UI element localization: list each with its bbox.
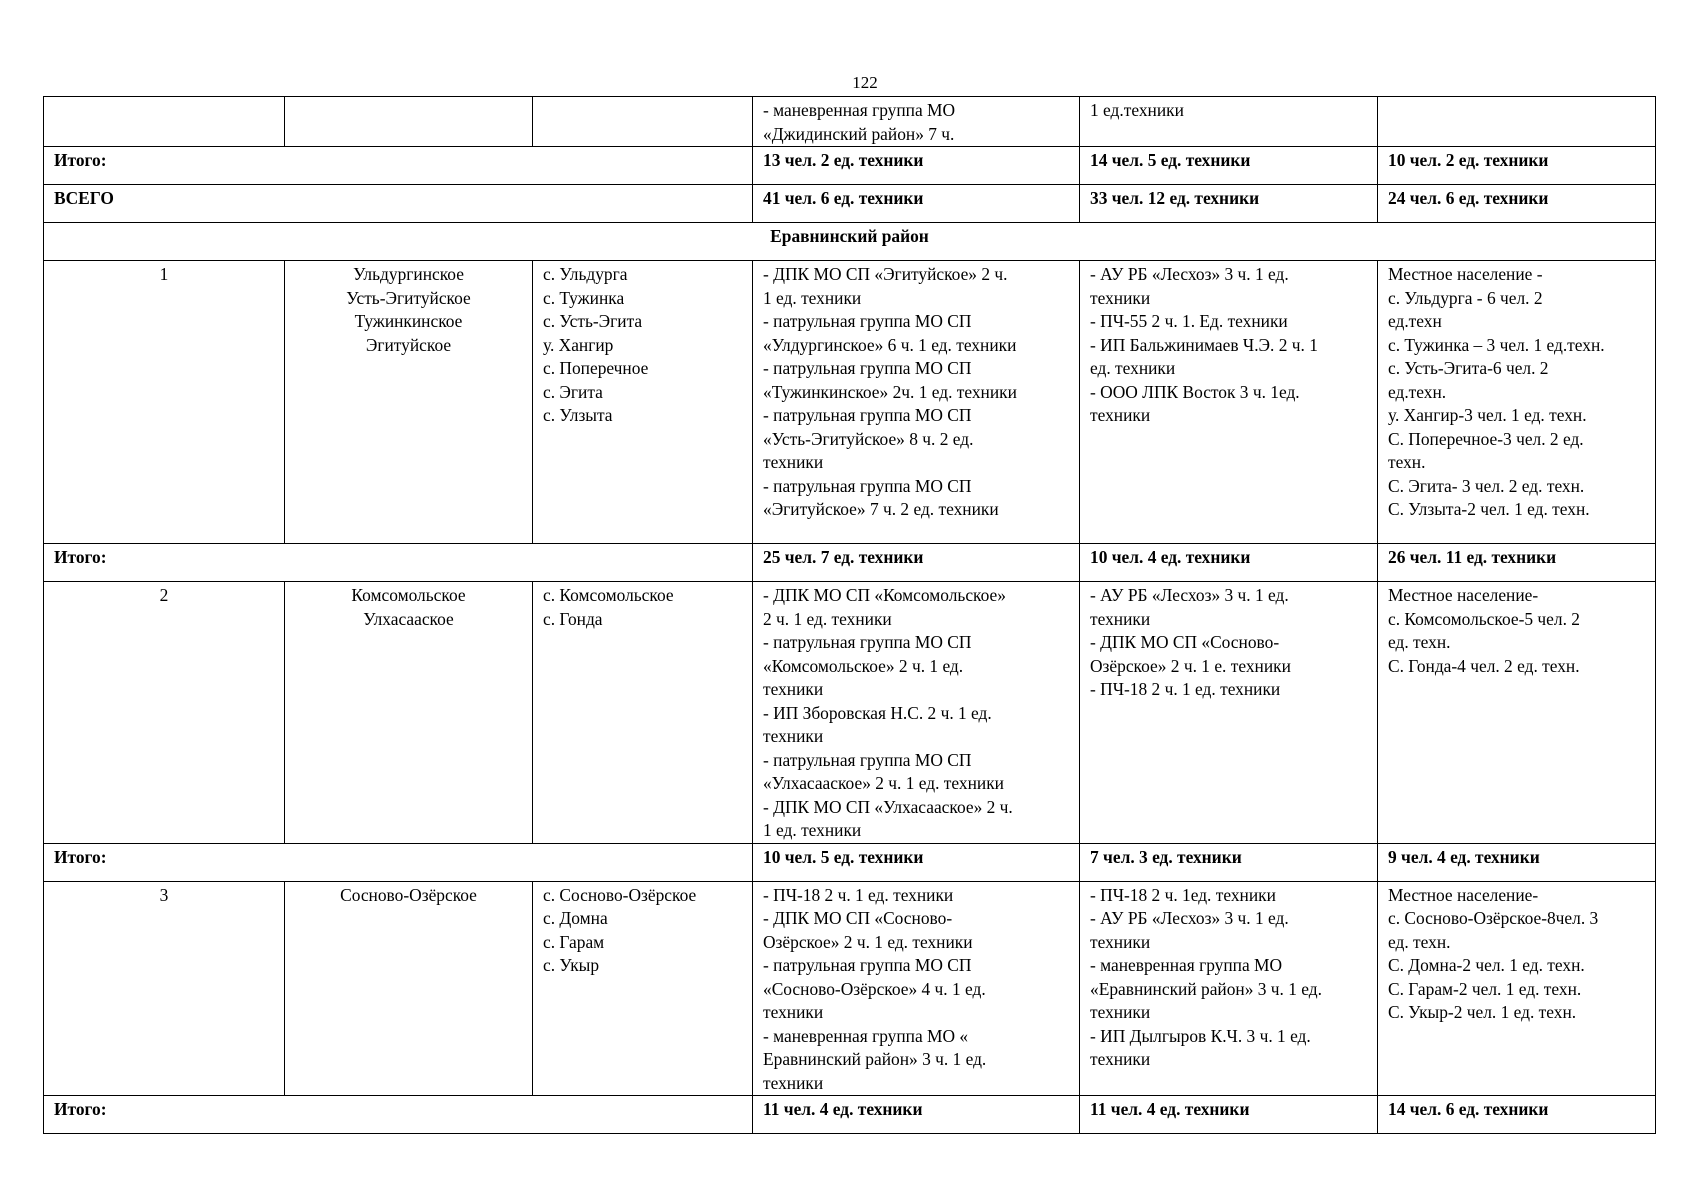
text-line: техники: [1090, 405, 1151, 425]
text-line: С. Гонда-4 чел. 2 ед. техн.: [1388, 655, 1580, 676]
table-row: [44, 881, 1656, 1096]
subtotal-col5: 7 чел. 3 ед. техники: [1080, 843, 1378, 881]
subtotal-col4: 10 чел. 5 ед. техники: [753, 843, 1080, 881]
village-name: с. Гонда: [543, 608, 603, 629]
text-line: техники: [1090, 608, 1151, 629]
text-line: «Комсомольское» 2 ч. 1 ед.: [763, 655, 964, 676]
text-line: техники: [763, 1002, 824, 1022]
text-line: - ООО ЛПК Восток 3 ч. 1ед.: [1090, 381, 1300, 402]
cell-empty: [533, 97, 753, 147]
text-line: «Еравнинский район» 3 ч. 1 ед.: [1090, 978, 1322, 999]
row-number: 3: [44, 881, 285, 1096]
village-name: с. Улзыта: [543, 405, 613, 425]
text-line: - ПЧ-18 2 ч. 1 ед. техники: [1090, 679, 1281, 699]
text-line: техники: [763, 452, 824, 472]
text-line: 1 ед.техники: [1090, 100, 1184, 120]
text-line: - патрульная группа МО СП: [763, 358, 972, 378]
text-line: - патрульная группа МО СП: [763, 311, 972, 331]
text-line: - ИП Зборовская Н.С. 2 ч. 1 ед.: [763, 702, 992, 723]
text-line: техники: [1090, 1049, 1151, 1069]
text-line: - ДПК МО СП «Улхасаaское» 2 ч.: [763, 796, 1013, 817]
subtotal-col6: 26 чел. 11 ед. техники: [1378, 544, 1656, 582]
text-line: С. Эгита- 3 чел. 2 ед. техн.: [1388, 475, 1585, 496]
text-line: техники: [763, 726, 824, 746]
text-line: Местное население-: [1388, 585, 1539, 605]
subtotal-col6: 14 чел. 6 ед. техники: [1378, 1096, 1656, 1134]
forces-cell: [1080, 97, 1378, 147]
text-line: - маневренная группа МО: [1090, 955, 1283, 975]
settlement-name: Сосново-Озёрское: [340, 884, 477, 905]
text-line: ед. техники: [1090, 358, 1176, 378]
text-line: - маневренная группа МО: [763, 100, 956, 120]
village-name: с. Комсомольское: [543, 585, 674, 605]
text-line: с. Тужинка – 3 чел. 1 ед.техн.: [1388, 334, 1605, 355]
table-row: [44, 261, 1656, 544]
villages-cell: [533, 582, 753, 844]
resources-table: [43, 96, 1656, 1134]
text-line: Местное население-: [1388, 884, 1539, 905]
subtotal-label: Итого:: [44, 544, 753, 582]
text-line: - ДПК МО СП «Эгитуйское» 2 ч.: [763, 264, 1008, 284]
text-line: с. Комсомольское-5 чел. 2: [1388, 608, 1580, 629]
settlement-name: Эгитуйское: [365, 334, 452, 355]
row-number: 1: [44, 261, 285, 544]
text-line: «Джидинский район» 7 ч.: [763, 123, 955, 144]
text-line: - ИП Бальжинимаев Ч.Э. 2 ч. 1: [1090, 334, 1318, 355]
subtotal-label: Итого:: [44, 843, 753, 881]
text-line: 1 ед. техники: [763, 820, 862, 840]
subtotal-col6: 10 чел. 2 ед. техники: [1378, 147, 1656, 185]
subtotal-col4: 11 чел. 4 ед. техники: [753, 1096, 1080, 1134]
text-line: - ПЧ-18 2 ч. 1ед. техники: [1090, 884, 1276, 905]
text-line: «Усть-Эгитуйское» 8 ч. 2 ед.: [763, 428, 974, 449]
text-line: «Улхасаaское» 2 ч. 1 ед. техники: [763, 773, 1004, 793]
section-header-row: [44, 223, 1656, 261]
text-line: с. Сосново-Озёрское-8чел. 3: [1388, 908, 1599, 928]
text-line: Еравнинский район» 3 ч. 1 ед.: [763, 1049, 987, 1069]
subtotal-label: Итого:: [44, 1096, 753, 1134]
cell-empty: [285, 97, 533, 147]
settlements-cell: [285, 582, 533, 844]
text-line: «Тужинкинское» 2ч. 1 ед. техники: [763, 381, 1017, 402]
text-line: техники: [763, 1072, 824, 1093]
grand-total-label: ВСЕГО: [44, 185, 753, 223]
text-line: «Улдургинское» 6 ч. 1 ед. техники: [763, 334, 1017, 355]
subtotal-label: Итого:: [44, 147, 753, 185]
subtotal-col6: 9 чел. 4 ед. техники: [1378, 843, 1656, 881]
villages-cell: [533, 881, 753, 1096]
page-number: 122: [852, 73, 878, 92]
text-line: - патрульная группа МО СП: [763, 632, 972, 652]
settlements-cell: [285, 881, 533, 1096]
village-name: с. Укыр: [543, 955, 600, 975]
text-line: - патрульная группа МО СП: [763, 475, 972, 496]
text-line: - патрульная группа МО СП: [763, 405, 972, 425]
text-line: - патрульная группа МО СП: [763, 955, 972, 975]
text-line: ед.техн: [1388, 311, 1442, 331]
subtotal-row: [44, 544, 1656, 582]
text-line: - ДПК МО СП «Сосново-: [763, 908, 953, 928]
village-name: с. Усть-Эгита: [543, 311, 643, 331]
text-line: ед. техн.: [1388, 632, 1451, 652]
text-line: техники: [1090, 931, 1151, 952]
text-line: С. Улзыта-2 чел. 1 ед. техн.: [1388, 499, 1590, 519]
village-name: с. Ульдурга: [543, 264, 628, 284]
text-line: - ДПК МО СП «Комсомольское»: [763, 585, 1006, 605]
village-name: с. Домна: [543, 908, 608, 928]
text-line: техн.: [1388, 452, 1426, 472]
section-title: Еравнинский район: [44, 223, 1656, 261]
text-line: Озёрское» 2 ч. 1 е. техники: [1090, 655, 1291, 676]
settlement-name: Тужинкинское: [354, 311, 463, 331]
village-name: с. Поперечное: [543, 358, 649, 378]
text-line: с. Усть-Эгита-6 чел. 2: [1388, 358, 1549, 378]
row-number: 2: [44, 582, 285, 844]
text-line: «Сосново-Озёрское» 4 ч. 1 ед.: [763, 978, 986, 999]
subtotal-row: [44, 147, 1656, 185]
text-line: С. Гарам-2 чел. 1 ед. техн.: [1388, 978, 1582, 999]
villages-cell: [533, 261, 753, 544]
grand-total-col5: 33 чел. 12 ед. техники: [1080, 185, 1378, 223]
text-line: - маневренная группа МО «: [763, 1025, 969, 1046]
grand-total-col4: 41 чел. 6 ед. техники: [753, 185, 1080, 223]
grand-total-row: [44, 185, 1656, 223]
text-line: 1 ед. техники: [763, 287, 862, 308]
forces-first-echelon-cell: [753, 881, 1080, 1096]
subtotal-col4: 13 чел. 2 ед. техники: [753, 147, 1080, 185]
forces-third-echelon-cell: [1378, 261, 1656, 544]
text-line: - ПЧ-55 2 ч. 1. Ед. техники: [1090, 311, 1288, 331]
village-name: с. Тужинка: [543, 287, 625, 308]
village-name: с. Гарам: [543, 931, 605, 952]
text-line: С. Домна-2 чел. 1 ед. техн.: [1388, 955, 1585, 975]
village-name: с. Эгита: [543, 381, 603, 402]
table-row: [44, 582, 1656, 844]
text-line: ед. техн.: [1388, 931, 1451, 952]
text-line: Озёрское» 2 ч. 1 ед. техники: [763, 931, 973, 952]
settlement-name: Усть-Эгитуйское: [346, 287, 471, 308]
forces-first-echelon-cell: [753, 582, 1080, 844]
text-line: ед.техн.: [1388, 381, 1447, 402]
continuation-row: [44, 97, 1656, 147]
settlement-name: Ульдургинское: [353, 264, 464, 284]
forces-second-echelon-cell: [1080, 261, 1378, 544]
text-line: с. Ульдурга - 6 чел. 2: [1388, 287, 1543, 308]
text-line: - АУ РБ «Лесхоз» 3 ч. 1 ед.: [1090, 585, 1289, 605]
text-line: С. Укыр-2 чел. 1 ед. техн.: [1388, 1002, 1577, 1022]
grand-total-col6: 24 чел. 6 ед. техники: [1378, 185, 1656, 223]
text-line: «Эгитуйское» 7 ч. 2 ед. техники: [763, 499, 999, 519]
village-name: у. Хангир: [543, 334, 614, 355]
cell-empty: [44, 97, 285, 147]
subtotal-col5: 11 чел. 4 ед. техники: [1080, 1096, 1378, 1134]
subtotal-row: [44, 843, 1656, 881]
text-line: техники: [763, 679, 824, 699]
text-line: С. Поперечное-3 чел. 2 ед.: [1388, 428, 1584, 449]
settlements-cell: [285, 261, 533, 544]
subtotal-col5: 14 чел. 5 ед. техники: [1080, 147, 1378, 185]
text-line: - ИП Дылгыров К.Ч. 3 ч. 1 ед.: [1090, 1025, 1311, 1046]
forces-third-echelon-cell: [1378, 881, 1656, 1096]
settlement-name: Комсомольское: [351, 585, 466, 605]
text-line: - АУ РБ «Лесхоз» 3 ч. 1 ед.: [1090, 264, 1289, 284]
text-line: у. Хангир-3 чел. 1 ед. техн.: [1388, 405, 1587, 425]
text-line: - патрульная группа МО СП: [763, 749, 972, 770]
text-line: 2 ч. 1 ед. техники: [763, 608, 892, 629]
settlement-name: Улхасаaское: [363, 608, 454, 629]
forces-first-echelon-cell: [753, 261, 1080, 544]
text-line: Местное население -: [1388, 264, 1543, 284]
village-name: с. Сосново-Озёрское: [543, 884, 697, 905]
forces-cell: [753, 97, 1080, 147]
forces-second-echelon-cell: [1080, 881, 1378, 1096]
subtotal-col4: 25 чел. 7 ед. техники: [753, 544, 1080, 582]
text-line: - АУ РБ «Лесхоз» 3 ч. 1 ед.: [1090, 908, 1289, 928]
text-line: техники: [1090, 287, 1151, 308]
text-line: техники: [1090, 1002, 1151, 1022]
cell-empty: [1378, 97, 1656, 147]
text-line: - ПЧ-18 2 ч. 1 ед. техники: [763, 884, 954, 905]
subtotal-col5: 10 чел. 4 ед. техники: [1080, 544, 1378, 582]
forces-third-echelon-cell: [1378, 582, 1656, 844]
forces-second-echelon-cell: [1080, 582, 1378, 844]
text-line: - ДПК МО СП «Сосново-: [1090, 632, 1280, 652]
subtotal-row: [44, 1096, 1656, 1134]
